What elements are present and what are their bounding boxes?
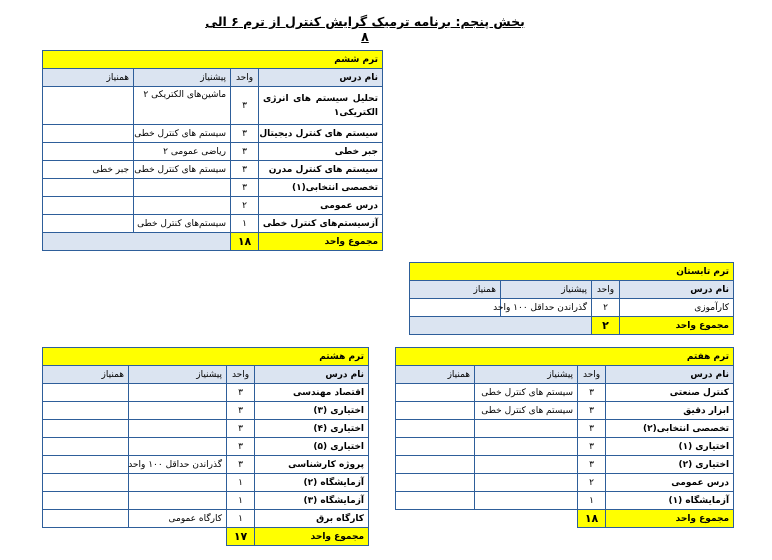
col-name-header: نام درس: [255, 366, 369, 384]
table-row: [43, 143, 383, 161]
course-coreq: [43, 474, 129, 492]
course-prereq: سیستم های کنترل خطی: [475, 402, 578, 420]
table-row: [43, 197, 383, 215]
table-row: [43, 456, 369, 474]
course-coreq: [396, 420, 475, 438]
course-unit: ۳: [578, 402, 606, 420]
total-blank: [43, 233, 231, 251]
term6-table: [42, 50, 383, 251]
course-coreq: [43, 143, 134, 161]
course-unit: ۳: [231, 87, 259, 125]
course-coreq: [43, 197, 134, 215]
course-coreq: [43, 384, 129, 402]
course-unit: ۳: [578, 420, 606, 438]
table-row: [396, 384, 734, 402]
total-blank: [43, 528, 227, 546]
course-prereq: [475, 474, 578, 492]
table-row: [396, 474, 734, 492]
course-prereq: سیستم های کنترل خطی: [475, 384, 578, 402]
table-row: [43, 215, 383, 233]
course-name: آزمایشگاه (۳): [255, 492, 369, 510]
course-name: تخصصی انتخابی(۲): [606, 420, 734, 438]
course-name: سیستم های کنترل دیجیتال: [259, 125, 383, 143]
course-name: اقتصاد مهندسی: [255, 384, 369, 402]
course-name: ابزار دقیق: [606, 402, 734, 420]
course-prereq: [475, 456, 578, 474]
course-unit: ۳: [231, 143, 259, 161]
course-unit: ۲: [578, 474, 606, 492]
table-row: [396, 492, 734, 510]
course-unit: ۳: [227, 384, 255, 402]
course-unit: ۳: [578, 384, 606, 402]
total-label: مجموع واحد: [606, 510, 734, 528]
col-pre-header: پیشنیاز: [129, 366, 227, 384]
course-unit: ۳: [227, 438, 255, 456]
course-name: اختیاری (۵): [255, 438, 369, 456]
course-coreq: [43, 438, 129, 456]
course-unit: ۳: [227, 456, 255, 474]
course-name: آزمایشگاه (۱): [606, 492, 734, 510]
col-unit-header: واحد: [231, 69, 259, 87]
course-prereq: سیستم های کنترل خطی: [134, 161, 231, 179]
course-coreq: [396, 456, 475, 474]
course-unit: ۳: [227, 402, 255, 420]
term7-title: ترم هفتم: [396, 348, 734, 366]
course-name: کارآموزی: [620, 299, 734, 317]
table-row: [396, 420, 734, 438]
course-name: درس عمومی: [259, 197, 383, 215]
table-row: [43, 438, 369, 456]
course-name: سیستم های کنترل مدرن: [259, 161, 383, 179]
course-prereq: سیستم های کنترل خطی: [134, 125, 231, 143]
course-name: تحلیل سیستم های انرژی الکتریکی۱: [259, 87, 383, 125]
col-co-header: همنیاز: [410, 281, 501, 299]
col-co-header: همنیاز: [43, 366, 129, 384]
course-unit: ۱: [227, 474, 255, 492]
course-prereq: [134, 197, 231, 215]
course-coreq: [43, 87, 134, 125]
course-coreq: [396, 492, 475, 510]
summer-table: [409, 262, 734, 335]
course-unit: ۳: [231, 161, 259, 179]
course-name: جبر خطی: [259, 143, 383, 161]
course-unit: ۱: [227, 510, 255, 528]
course-coreq: [43, 456, 129, 474]
col-pre-header: پیشنیاز: [475, 366, 578, 384]
course-prereq: [129, 438, 227, 456]
course-name: درس عمومی: [606, 474, 734, 492]
total-blank: [396, 510, 578, 528]
total-units: ۱۷: [227, 528, 255, 546]
course-coreq: [43, 179, 134, 197]
col-co-header: همنیاز: [396, 366, 475, 384]
course-prereq: گذراندن حداقل ۱۰۰ واحد: [129, 456, 227, 474]
course-prereq: [129, 384, 227, 402]
term8-table: [42, 347, 369, 546]
course-coreq: [43, 492, 129, 510]
course-unit: ۱: [231, 215, 259, 233]
total-label: مجموع واحد: [255, 528, 369, 546]
col-name-header: نام درس: [620, 281, 734, 299]
course-coreq: جبر خطی: [43, 161, 134, 179]
term8-title: ترم هشتم: [43, 348, 369, 366]
course-name: اختیاری (۱): [606, 438, 734, 456]
course-prereq: [475, 492, 578, 510]
table-row: [43, 474, 369, 492]
course-coreq: [396, 384, 475, 402]
course-prereq: [475, 438, 578, 456]
course-name: اختیاری (۳): [255, 402, 369, 420]
table-row: [43, 161, 383, 179]
course-unit: ۳: [231, 179, 259, 197]
course-name: اختیاری (۴): [255, 420, 369, 438]
total-row: [396, 510, 734, 528]
course-name: آزمایشگاه (۲): [255, 474, 369, 492]
course-prereq: گذراندن حداقل ۱۰۰ واحد: [501, 299, 592, 317]
total-row: [43, 528, 369, 546]
table-row: [43, 492, 369, 510]
course-unit: ۳: [578, 456, 606, 474]
table-row: [43, 402, 369, 420]
total-label: مجموع واحد: [259, 233, 383, 251]
table-row: [43, 510, 369, 528]
course-prereq: کارگاه عمومی: [129, 510, 227, 528]
col-unit-header: واحد: [592, 281, 620, 299]
course-unit: ۱: [578, 492, 606, 510]
table-row: [43, 420, 369, 438]
course-prereq: ریاضی عمومی ۲: [134, 143, 231, 161]
course-unit: ۲: [231, 197, 259, 215]
total-blank: [410, 317, 592, 335]
course-coreq: [43, 402, 129, 420]
course-prereq: [475, 420, 578, 438]
course-name: کنترل صنعتی: [606, 384, 734, 402]
course-unit: ۱: [227, 492, 255, 510]
page-title: بخش پنجم: برنامه ترمیک گرایش کنترل از ترم ۶ الی ۸: [205, 14, 525, 44]
table-row: [410, 299, 734, 317]
col-unit-header: واحد: [227, 366, 255, 384]
course-unit: ۳: [227, 420, 255, 438]
total-row: [43, 233, 383, 251]
col-pre-header: پیشنیاز: [134, 69, 231, 87]
course-prereq: سیستم‌های کنترل خطی: [134, 215, 231, 233]
course-coreq: [43, 215, 134, 233]
total-units: ۱۸: [231, 233, 259, 251]
table-row: [396, 438, 734, 456]
total-row: [410, 317, 734, 335]
course-coreq: [43, 510, 129, 528]
summer-title: ترم تابستان: [410, 263, 734, 281]
course-prereq: [134, 179, 231, 197]
col-unit-header: واحد: [578, 366, 606, 384]
course-unit: ۳: [578, 438, 606, 456]
total-units: ۲: [592, 317, 620, 335]
table-row: [43, 125, 383, 143]
course-name: کارگاه برق: [255, 510, 369, 528]
table-row: [396, 402, 734, 420]
course-name: آزسیستم‌های کنترل خطی: [259, 215, 383, 233]
course-coreq: [396, 438, 475, 456]
course-coreq: [396, 402, 475, 420]
course-name: تخصصی انتخابی(۱): [259, 179, 383, 197]
table-row: [43, 384, 369, 402]
course-coreq: [43, 420, 129, 438]
total-units: ۱۸: [578, 510, 606, 528]
total-label: مجموع واحد: [620, 317, 734, 335]
course-prereq: [129, 474, 227, 492]
col-name-header: نام درس: [606, 366, 734, 384]
col-co-header: همنیاز: [43, 69, 134, 87]
course-name: اختیاری (۲): [606, 456, 734, 474]
course-coreq: [410, 299, 501, 317]
course-prereq: [129, 402, 227, 420]
col-pre-header: پیشنیاز: [501, 281, 592, 299]
course-prereq: [129, 492, 227, 510]
course-prereq: [129, 420, 227, 438]
table-row: [396, 456, 734, 474]
course-name: پروژه کارشناسی: [255, 456, 369, 474]
term6-title: ترم ششم: [43, 51, 383, 69]
term7-table: [395, 347, 734, 528]
table-row: [43, 87, 383, 125]
course-unit: ۲: [592, 299, 620, 317]
course-unit: ۳: [231, 125, 259, 143]
table-row: [43, 179, 383, 197]
course-prereq: ماشین‌های الکتریکی ۲: [134, 87, 231, 125]
col-name-header: نام درس: [259, 69, 383, 87]
course-coreq: [396, 474, 475, 492]
course-coreq: [43, 125, 134, 143]
